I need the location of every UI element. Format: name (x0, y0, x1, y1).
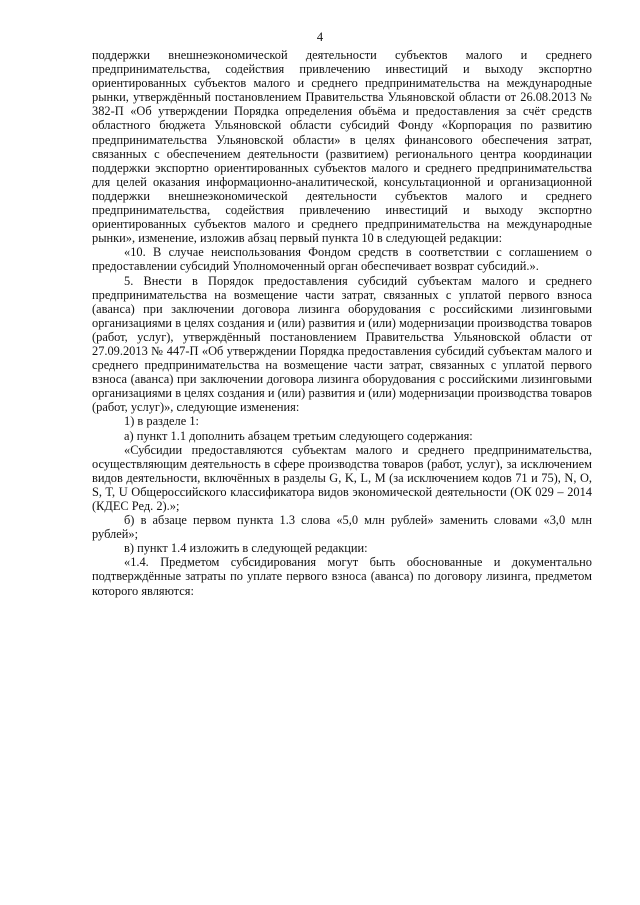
paragraph-quote-point-1-4: «1.4. Предметом субсидирования могут быть обоснованные и документально подтверждённые затраты по уплате первого взноса (аванса) по договору лизинга, предметом которого являются: (92, 555, 592, 598)
document-body (92, 48, 592, 598)
paragraph-continuation: поддержки внешнеэкономической деятельности субъектов малого и среднего предпринимательства, содействия привлечению инвестиций и выходу экспортно ориентированных субъектов малого и среднего предпринимательства на международные рынки, утверждённый постановлением Правительства Ульяновской области от 26.08.2013 № 382-П «Об утверждении Порядка определения объёма и предоставления за счёт средств областного бюджета Ульяновской области субсидий Фонду «Корпорация по развитию предпринимательства Ульяновской области» в целях финансового обеспечения затрат, связанных с обеспечением деятельности (развитием) регионального центра координации поддержки экспортно ориентированных субъектов малого и среднего предпринимательства для целей оказания информационно-аналитической, консультационной и организационной поддержки внешнеэкономической деятельности субъектов малого и среднего предпринимательства, содействия привлечению инвестиций и выходу экспортно ориентированных субъектов малого и среднего предпринимательства на международные рынки», изменение, изложив абзац первый пункта 10 в следующей редакции: (92, 48, 592, 246)
paragraph-quote-point-10: «10. В случае неиспользования Фондом средств в соответствии с соглашением о предоставлении субсидий Уполномоченный орган обеспечивает возврат субсидий.». (92, 245, 592, 274)
paragraph-quote-subsidies: «Субсидии предоставляются субъектам малого и среднего предпринимательства, осуществляющим деятельность в сфере производства товаров (работ, услуг), за исключением видов деятельности, включённых в разделы G, K, L, M (за исключением кодов 71 и 75), N, O, S, T, U Общероссийского классификатора видов экономической деятельности (ОК 029 – 2014 (КДЕС Ред. 2).»; (92, 442, 592, 513)
paragraph-subitem-a: а) пункт 1.1 дополнить абзацем третьим следующего содержания: (124, 428, 473, 443)
paragraph-subitem-1: 1) в разделе 1: (124, 414, 199, 429)
paragraph-subitem-v: в) пункт 1.4 изложить в следующей редакции: (124, 541, 368, 556)
page-number: 4 (316, 30, 324, 44)
paragraph-item-5: 5. Внести в Порядок предоставления субсидий субъектам малого и среднего предпринимательства на возмещение части затрат, связанных с уплатой первого взноса (аванса) при заключении договора лизинга оборудования с российскими лизинговыми организациями в целях создания и (или) развития и (или) модернизации производства товаров (работ, услуг), утверждённый постановлением Правительства Ульяновской области от 27.09.2013 № 447-П «Об утверждении Порядка предоставления субсидий субъектам малого и среднего предпринимательства на возмещение части затрат, связанных с уплатой первого взноса (аванса) при заключении договора лизинга оборудования с российскими лизинговыми организациями в целях создания и (или) развития и (или) модернизации производства товаров (работ, услуг)», следующие изменения: (92, 273, 592, 415)
paragraph-subitem-b: б) в абзаце первом пункта 1.3 слова «5,0 млн рублей» заменить словами «3,0 млн рублей»; (92, 513, 592, 542)
